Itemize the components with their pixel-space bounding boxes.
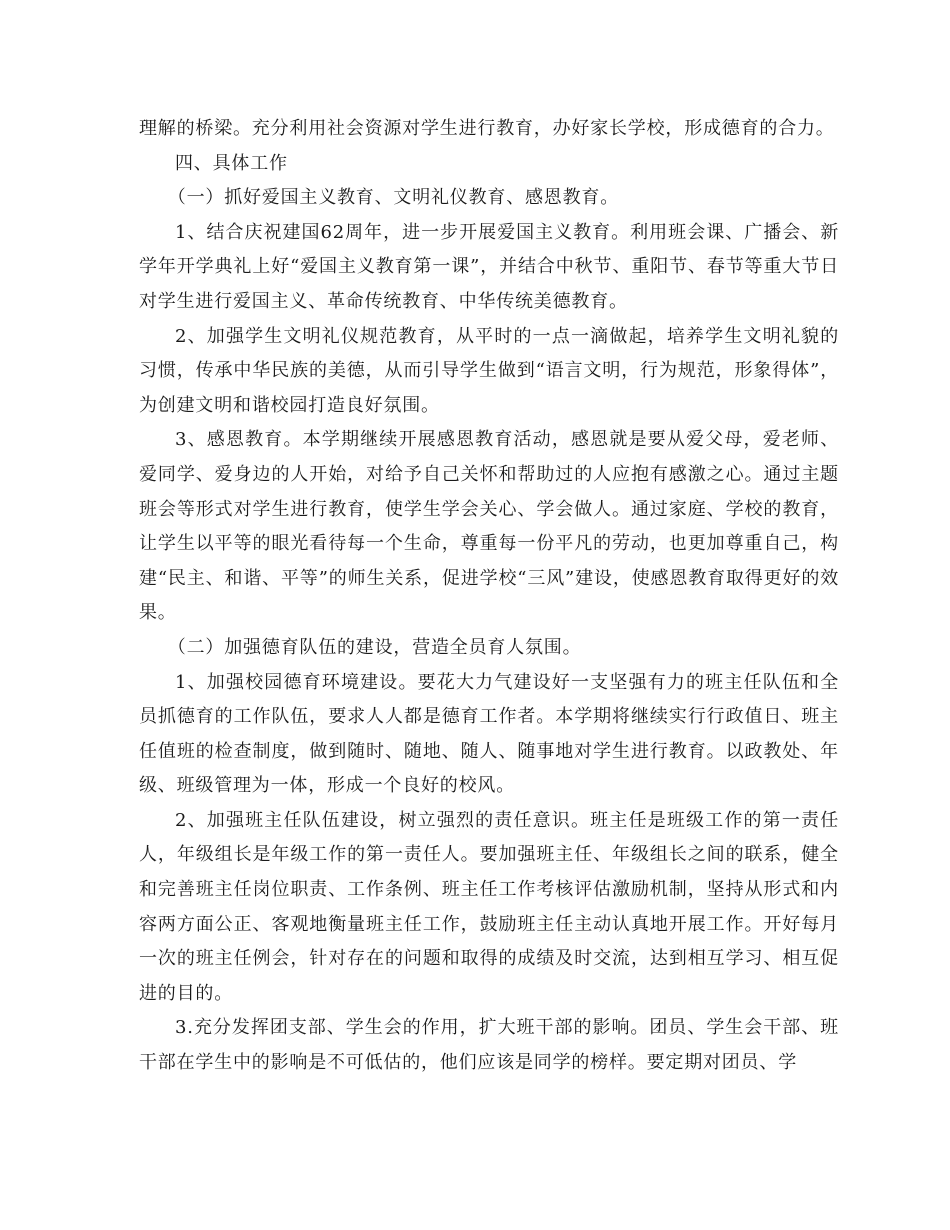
subsection-heading-patriotic-education: （一）抓好爱国主义教育、文明礼仪教育、感恩教育。 (167, 187, 619, 209)
subsection-heading-moral-team: （二）加强德育队伍的建设，营造全员育人氛围。 (167, 636, 582, 658)
paragraph-continuation: 理解的桥梁。充分利用社会资源对学生进行教育，办好家长学校，形成德育的合力。 (139, 118, 835, 139)
paragraph-item-2-head-teachers: 2、加强班主任队伍建设，树立强烈的责任意识。班主任是班级工作的第一责任人，年级组长是年级工作的第一责任人。要加强班主任、年级组长之间的联系，健全和完善班主任岗位职责、工作条例、班主任工作考核评估激励机制，坚持从形式和内容两方面公正、客观地衡量班主任工作，鼓励班主任主动认真地开展工作。开好每月一次的班主任例会，针对存在的问题和取得的成绩及时交流，达到相互学习、相互促进的目的。 (139, 809, 839, 1004)
paragraph-item-1-environment: 1、加强校园德育环境建设。要花大力气建设好一支坚强有力的班主任队伍和全员抓德育的工作队伍，要求人人都是德育工作者。本学期将继续实行行政值日、班主任值班的检查制度，做到随时、随地、随人、随事地对学生进行教育。以政教处、年级、班级管理为一体，形成一个良好的校风。 (139, 671, 839, 797)
paragraph-item-2-etiquette: 2、加强学生文明礼仪规范教育，从平时的一点一滴做起，培养学生文明礼貌的习惯，传承中华民族的美德，从而引导学生做到“语言文明，行为规范，形象得体”，为创建文明和谐校园打造良好氛围。 (139, 325, 839, 416)
paragraph-item-3-league-branch: 3.充分发挥团支部、学生会的作用，扩大班干部的影响。团员、学生会干部、班干部在学生中的影响是不可低估的，他们应该是同学的榜样。要定期对团员、学 (139, 1017, 839, 1074)
paragraph-item-3-gratitude: 3、感恩教育。本学期继续开展感恩教育活动，感恩就是要从爱父母，爱老师、爱同学、爱身边的人开始，对给予自己关怀和帮助过的人应抱有感激之心。通过主题班会等形式对学生进行教育，使学生学会关心、学会做人。通过家庭、学校的教育，让学生以平等的眼光看待每一个生命，尊重每一份平凡的劳动，也更加尊重自己，构建“民主、和谐、平等”的师生关系，促进学校“三风”建设，使感恩教育取得更好的效果。 (139, 429, 839, 624)
document-body (139, 112, 839, 1081)
section-heading-specific-work: 四、具体工作 (175, 152, 288, 174)
paragraph-item-1-patriotism: 1、结合庆祝建国62周年，进一步开展爱国主义教育。利用班会课、广播会、新学年开学典礼上好“爱国主义教育第一课”，并结合中秋节、重阳节、春节等重大节日对学生进行爱国主义、革命传统教育、中华传统美德教育。 (139, 221, 839, 312)
